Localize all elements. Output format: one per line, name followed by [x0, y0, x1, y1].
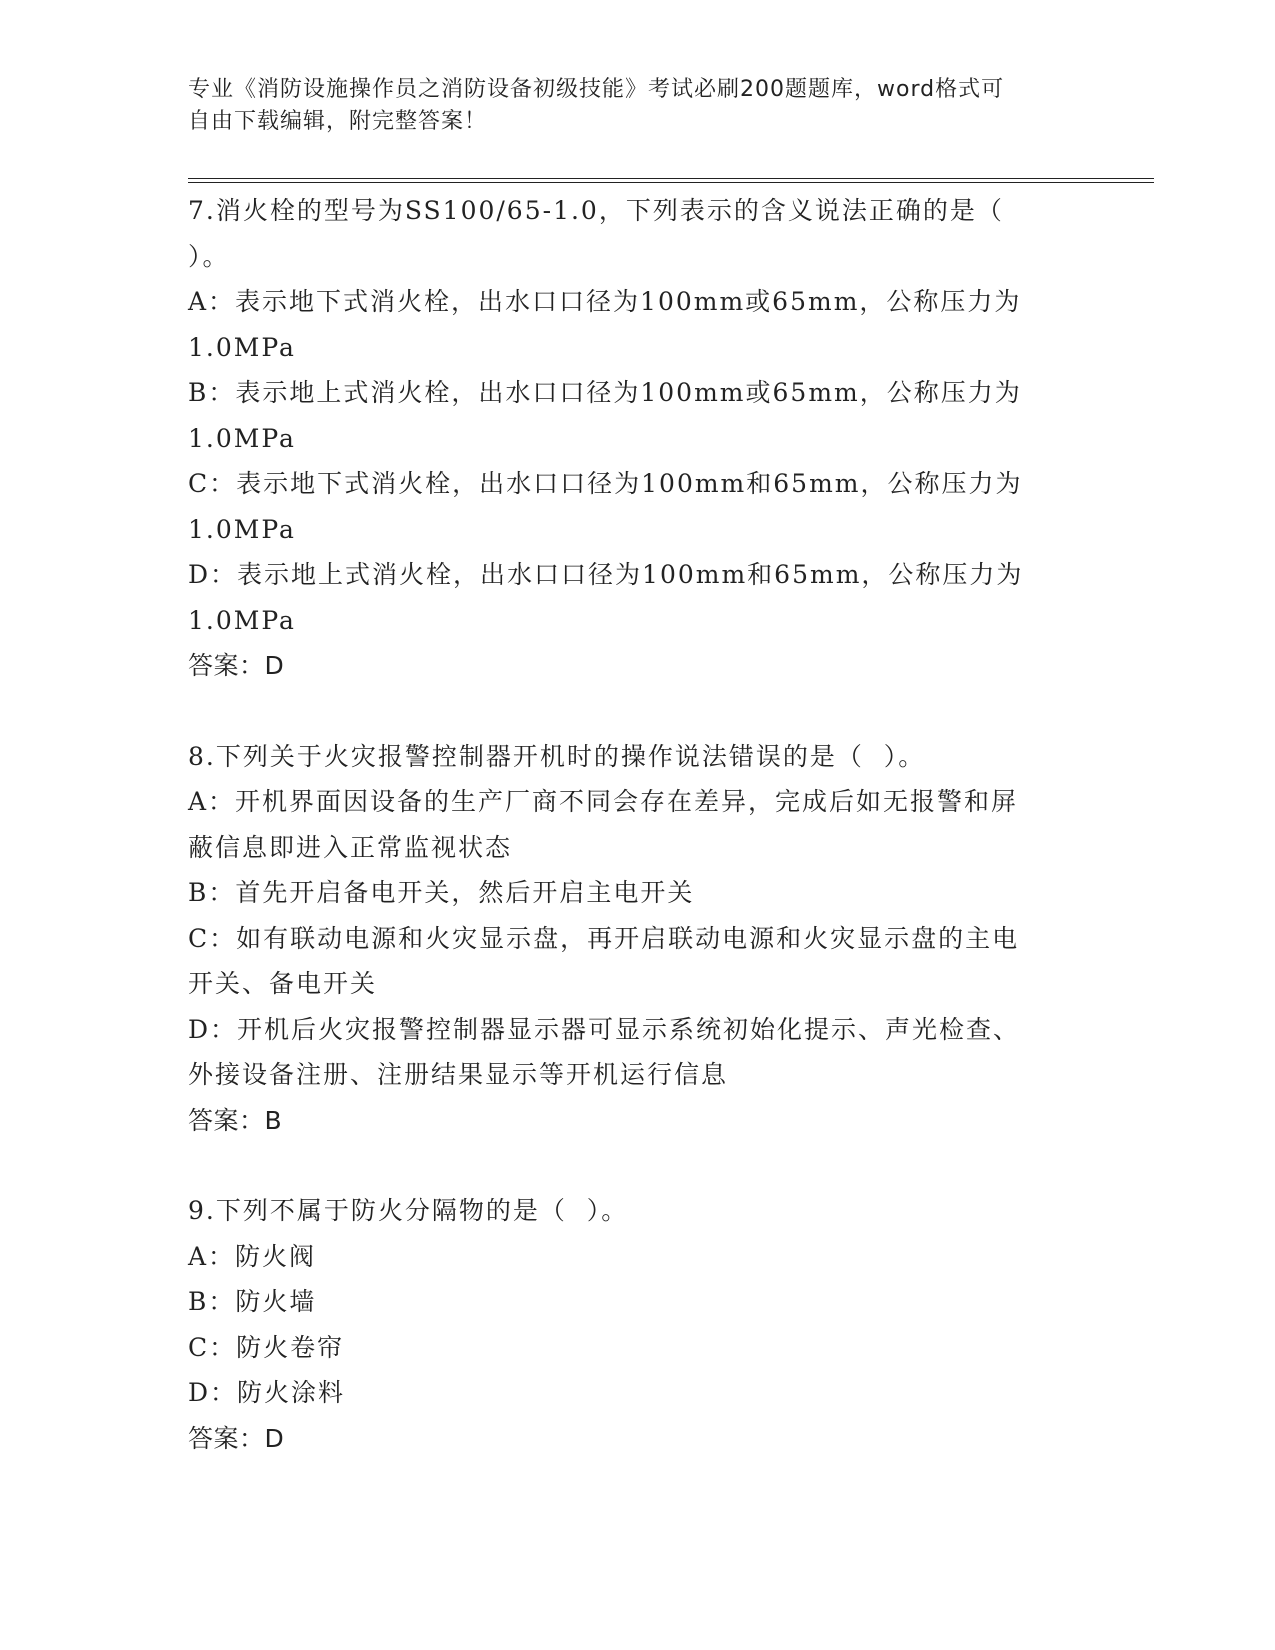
document-header — [188, 74, 1068, 138]
question-7 — [188, 188, 1078, 689]
answer: 答案：D — [188, 1423, 285, 1453]
answer: 答案：D — [188, 651, 285, 680]
option-d: 外接设备注册、注册结果显示等开机运行信息 — [188, 1060, 729, 1089]
option-d: D：防火涂料 — [188, 1378, 346, 1407]
option-c: C：防火卷帘 — [188, 1332, 345, 1362]
option-d: D：表示地上式消火栓，出水口口径为100mm和65mm，公称压力为 — [188, 560, 1024, 589]
question-stem: 9.下列不属于防火分隔物的是（ ）。 — [188, 1196, 629, 1225]
header-divider-top — [188, 178, 1154, 179]
question-8 — [188, 734, 1078, 1144]
option-a: A：表示地下式消火栓，出水口口径为100mm或65mm，公称压力为 — [188, 287, 1022, 316]
option-b: B：首先开启备电开关，然后开启主电开关 — [188, 878, 695, 907]
option-c: C：如有联动电源和火灾显示盘，再开启联动电源和火灾显示盘的主电 — [188, 923, 1020, 953]
question-9 — [188, 1188, 1078, 1461]
option-c: 开关、备电开关 — [188, 969, 378, 998]
header-line-1: 专业《消防设施操作员之消防设备初级技能》考试必刷200题题库，word格式可 — [188, 77, 1005, 102]
option-a: A：防火阀 — [188, 1241, 317, 1271]
option-b: B：防火墙 — [188, 1287, 317, 1316]
option-a: 蔽信息即进入正常监视状态 — [188, 832, 513, 862]
header-line-2: 自由下载编辑，附完整答案！ — [188, 109, 488, 134]
answer: 答案：B — [188, 1105, 283, 1135]
option-b: 1.0MPa — [188, 423, 296, 453]
option-d: 1.0MPa — [188, 605, 296, 635]
header-divider-bottom — [188, 182, 1154, 183]
option-a: 1.0MPa — [188, 332, 296, 362]
option-a: A：开机界面因设备的生产厂商不同会存在差异，完成后如无报警和屏 — [188, 787, 1019, 816]
question-list — [188, 188, 1078, 1506]
option-c: 1.0MPa — [188, 514, 296, 544]
option-d: D：开机后火灾报警控制器显示器可显示系统初始化提示、声光检查、 — [188, 1014, 1021, 1044]
question-stem: 7.消火栓的型号为SS100/65-1.0，下列表示的含义说法正确的是（ — [188, 196, 1004, 225]
question-stem: 8.下列关于火灾报警控制器开机时的操作说法错误的是（ ）。 — [188, 741, 926, 771]
option-c: C：表示地下式消火栓，出水口口径为100mm和65mm，公称压力为 — [188, 469, 1023, 498]
option-b: B：表示地上式消火栓，出水口口径为100mm或65mm，公称压力为 — [188, 378, 1022, 407]
question-stem: ）。 — [188, 241, 230, 271]
